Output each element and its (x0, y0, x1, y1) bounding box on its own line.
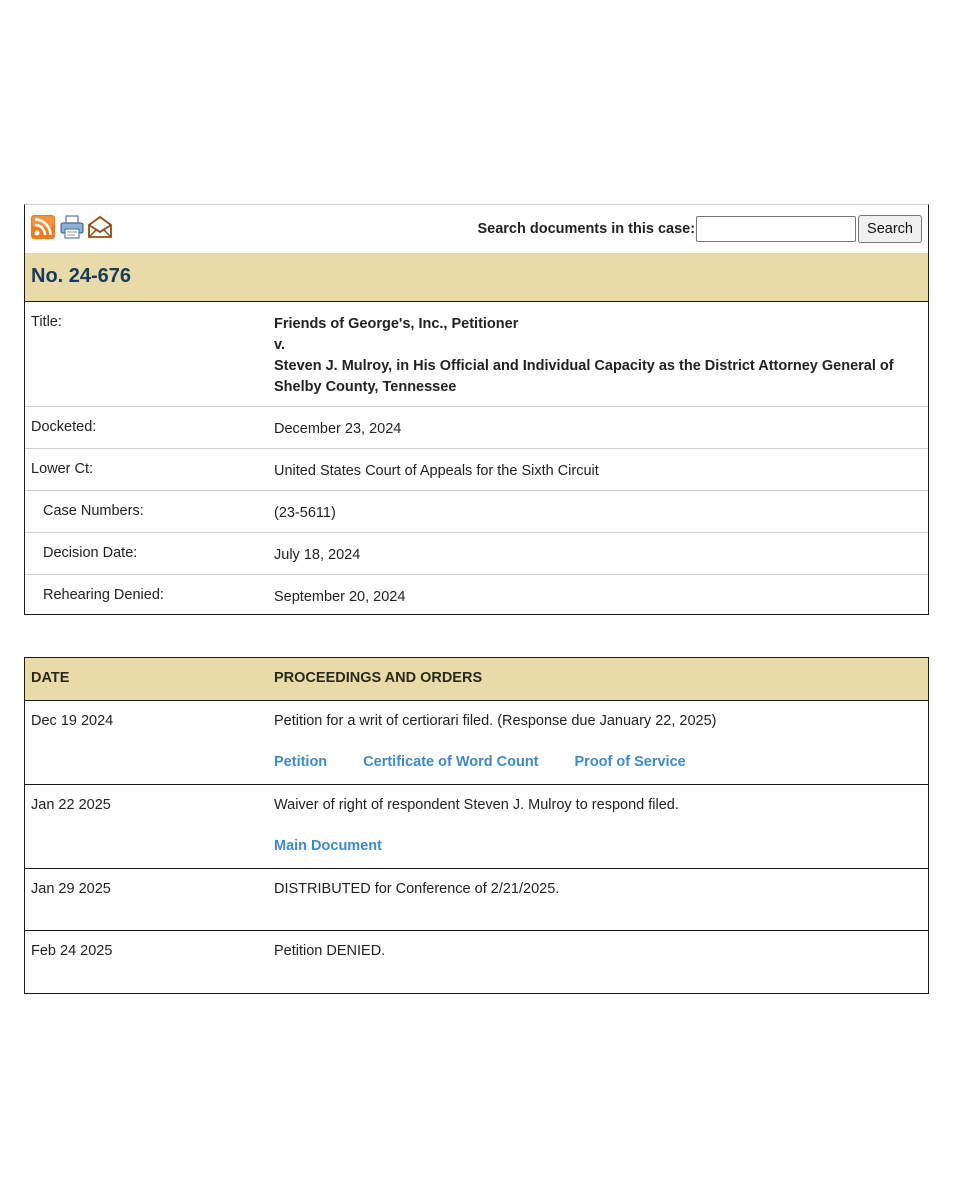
date-column-header: DATE (31, 670, 70, 686)
proceeding-entry (25, 785, 928, 869)
lower-court-label: Lower Ct: (31, 461, 94, 477)
rss-feed-icon[interactable] (31, 215, 55, 239)
entry-text: Petition DENIED. (274, 943, 386, 959)
printer-icon[interactable] (59, 215, 83, 239)
petition-link[interactable]: Petition (274, 754, 328, 770)
rehearing-denied-row (25, 575, 928, 615)
main-document-link[interactable]: Main Document (274, 838, 382, 854)
rehearing-denied-value: September 20, 2024 (274, 589, 406, 605)
decision-date-value: July 18, 2024 (274, 547, 361, 563)
proceeding-entry (25, 701, 928, 785)
versus-line: v. (274, 337, 286, 353)
entry-date: Jan 29 2025 (31, 881, 111, 897)
case-search (477, 215, 922, 243)
case-numbers-label: Case Numbers: (43, 503, 144, 519)
lower-court-row (25, 449, 928, 491)
case-numbers-value: (23-5611) (274, 505, 336, 521)
case-title (274, 314, 908, 398)
proceeding-entry (25, 869, 928, 931)
entry-date: Dec 19 2024 (31, 713, 114, 729)
decision-date-label: Decision Date: (43, 545, 138, 561)
petitioner-line: Friends of George's, Inc., Petitioner (274, 316, 519, 332)
entry-date: Feb 24 2025 (31, 943, 113, 959)
case-toolbar (25, 205, 928, 254)
case-number: No. 24-676 (31, 265, 132, 287)
proceeding-entry (25, 931, 928, 993)
decision-date-row (25, 533, 928, 575)
entry-text: DISTRIBUTED for Conference of 2/21/2025. (274, 881, 560, 897)
case-header (25, 253, 928, 302)
search-label: Search documents in this case: (477, 221, 696, 237)
share-icons (31, 215, 111, 241)
proceedings-panel (24, 657, 929, 994)
title-label: Title: (31, 314, 62, 330)
entry-links (274, 838, 382, 854)
entry-links (274, 754, 686, 770)
rehearing-denied-label: Rehearing Denied: (43, 587, 164, 603)
search-input[interactable] (696, 216, 856, 242)
proof-of-service-link[interactable]: Proof of Service (574, 754, 686, 770)
proceedings-header (25, 658, 928, 701)
proceedings-column-header: PROCEEDINGS AND ORDERS (274, 670, 483, 686)
search-button[interactable]: Search (858, 215, 922, 243)
entry-text: Waiver of right of respondent Steven J. Mulroy to respond filed. (274, 797, 679, 813)
case-numbers-row (25, 491, 928, 533)
docketed-value: December 23, 2024 (274, 421, 402, 437)
email-envelope-icon[interactable] (87, 215, 111, 239)
entry-text: Petition for a writ of certiorari filed. (Response due January 22, 2025) (274, 713, 717, 729)
case-info-panel (24, 204, 929, 615)
docketed-label: Docketed: (31, 419, 97, 435)
lower-court-value: United States Court of Appeals for the Sixth Circuit (274, 463, 599, 479)
certificate-of-word-count-link[interactable]: Certificate of Word Count (363, 754, 539, 770)
docketed-row (25, 407, 928, 449)
entry-date: Jan 22 2025 (31, 797, 111, 813)
title-row (25, 302, 928, 407)
respondent-line: Steven J. Mulroy, in His Official and Individual Capacity as the District Attorney General of Shelby County, Tennessee (274, 358, 894, 395)
